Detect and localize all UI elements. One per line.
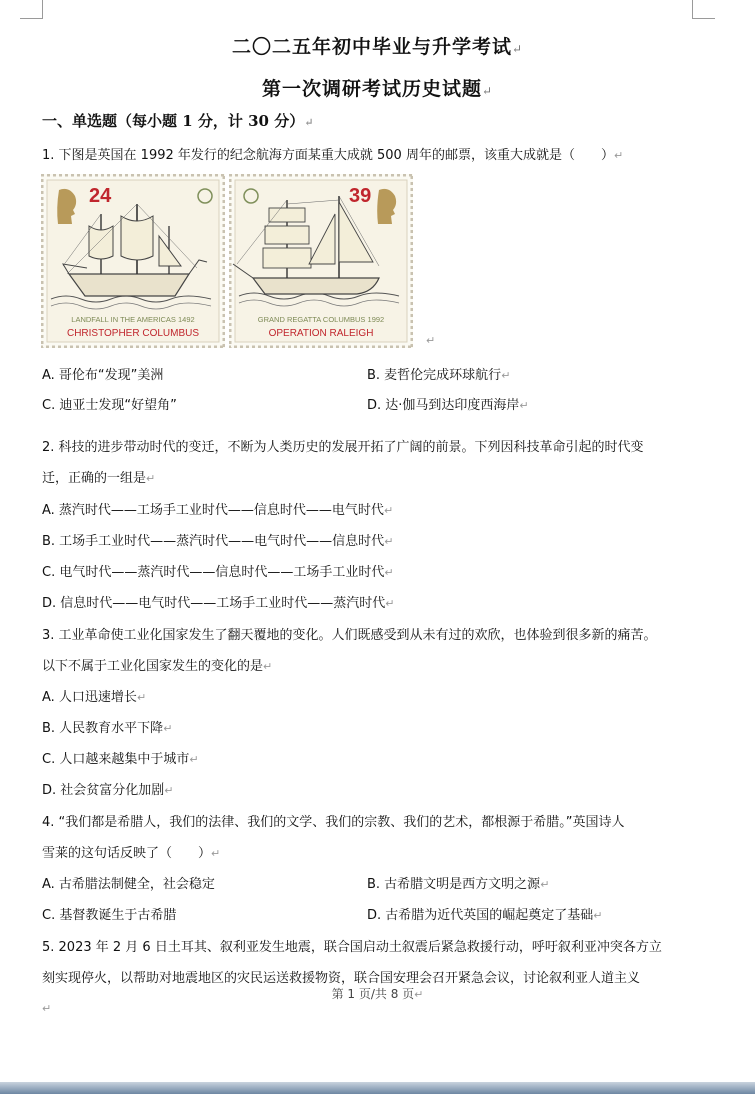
q2-option-b: B. 工场手工业时代——蒸汽时代——电气时代——信息时代↵: [42, 534, 394, 549]
q1-option-a: A. 哥伦布“发现”美洲: [42, 368, 164, 383]
stamp-left-value: 24: [89, 185, 112, 207]
q3-option-a: A. 人口迅速增长↵: [42, 690, 147, 705]
q3-option-d: D. 社会贫富分化加剧↵: [42, 783, 174, 798]
q1-option-b: B. 麦哲伦完成环球航行↵: [367, 368, 511, 383]
q4-stem-line1: 4. “我们都是希腊人，我们的法律、我们的文学、我们的宗教、我们的艺术，都根源于希腊。”英国诗人: [42, 815, 625, 830]
q3-option-b: B. 人民教育水平下降↵: [42, 721, 173, 736]
q4-stem-line2: 雪莱的这句话反映了（ ）↵: [42, 846, 221, 861]
q4-option-a: A. 古希腊法制健全，社会稳定: [42, 877, 215, 892]
q3-stem-line1: 3. 工业革命使工业化国家发生了翻天覆地的变化。人们既感受到从未有过的欢欣，也体验到很多新的痛苦。: [42, 628, 657, 643]
exam-title: 二〇二五年初中毕业与升学考试↵: [231, 36, 524, 58]
stamp-left-caption2: CHRISTOPHER COLUMBUS: [66, 328, 200, 339]
q1-option-c: C. 迪亚士发现“好望角”: [42, 398, 177, 413]
stamp-right-caption2: OPERATION RALEIGH: [268, 328, 374, 339]
q3-stem-line2: 以下不属于工业化国家发生的变化的是↵: [42, 659, 273, 674]
q3-option-c: C. 人口越来越集中于城市↵: [42, 752, 199, 767]
window-bottom-edge: [0, 1082, 755, 1094]
q5-stem-line1: 5. 2023 年 2 月 6 日土耳其、叙利亚发生地震，联合国启动土叙震后紧急救援行动，呼吁叙利亚冲突各方立: [42, 940, 662, 955]
q2-stem-line2: 迁，正确的一组是↵: [42, 471, 156, 486]
exam-subtitle: 第一次调研考试历史试题↵: [261, 78, 494, 100]
stamp-left-caption1: LANDFALL IN THE AMERICAS 1492: [71, 315, 195, 324]
page-footer: 第 1 页/共 8 页↵: [331, 987, 424, 1001]
q2-option-c: C. 电气时代——蒸汽时代——信息时代——工场手工业时代↵: [42, 565, 394, 580]
q2-stem-line1: 2. 科技的进步带动时代的变迁，不断为人类历史的发展开拓了广阔的前景。下列因科技革命引起的时代变: [42, 440, 644, 455]
crop-mark-top-right: [692, 0, 715, 19]
q2-option-d: D. 信息时代——电气时代——工场手工业时代——蒸汽时代↵: [42, 596, 395, 611]
q2-option-a: A. 蒸汽时代——工场手工业时代——信息时代——电气时代↵: [42, 503, 394, 518]
q4-option-c: C. 基督教诞生于古希腊: [42, 908, 177, 923]
stamp-columbus: [41, 174, 225, 348]
q4-option-b: B. 古希腊文明是西方文明之源↵: [367, 877, 550, 892]
q1-option-d: D. 达·伽马到达印度西海岸↵: [367, 398, 529, 413]
q1-stem: 1. 下图是英国在 1992 年发行的纪念航海方面某重大成就 500 周年的邮票，该重大成就是（ ）↵: [42, 148, 624, 163]
stamp-right-value: 39: [349, 185, 372, 207]
stamp-right-caption1: GRAND REGATTA COLUMBUS 1992: [257, 315, 385, 324]
paragraph-mark: ↵: [42, 1002, 52, 1015]
section-heading: 一、单选题（每小题 1 分，计 30 分）↵: [42, 112, 314, 130]
paragraph-mark: ↵: [426, 334, 436, 347]
crop-mark-top-left: [20, 0, 43, 19]
q5-stem-line2: 刻实现停火，以帮助对地震地区的灾民运送救援物资，联合国安理会召开紧急会议，讨论叙利亚人道主义: [42, 971, 641, 986]
stamp-raleigh: [229, 174, 413, 348]
stamps-image: [41, 174, 413, 348]
q4-option-d: D. 古希腊为近代英国的崛起奠定了基础↵: [367, 908, 603, 923]
